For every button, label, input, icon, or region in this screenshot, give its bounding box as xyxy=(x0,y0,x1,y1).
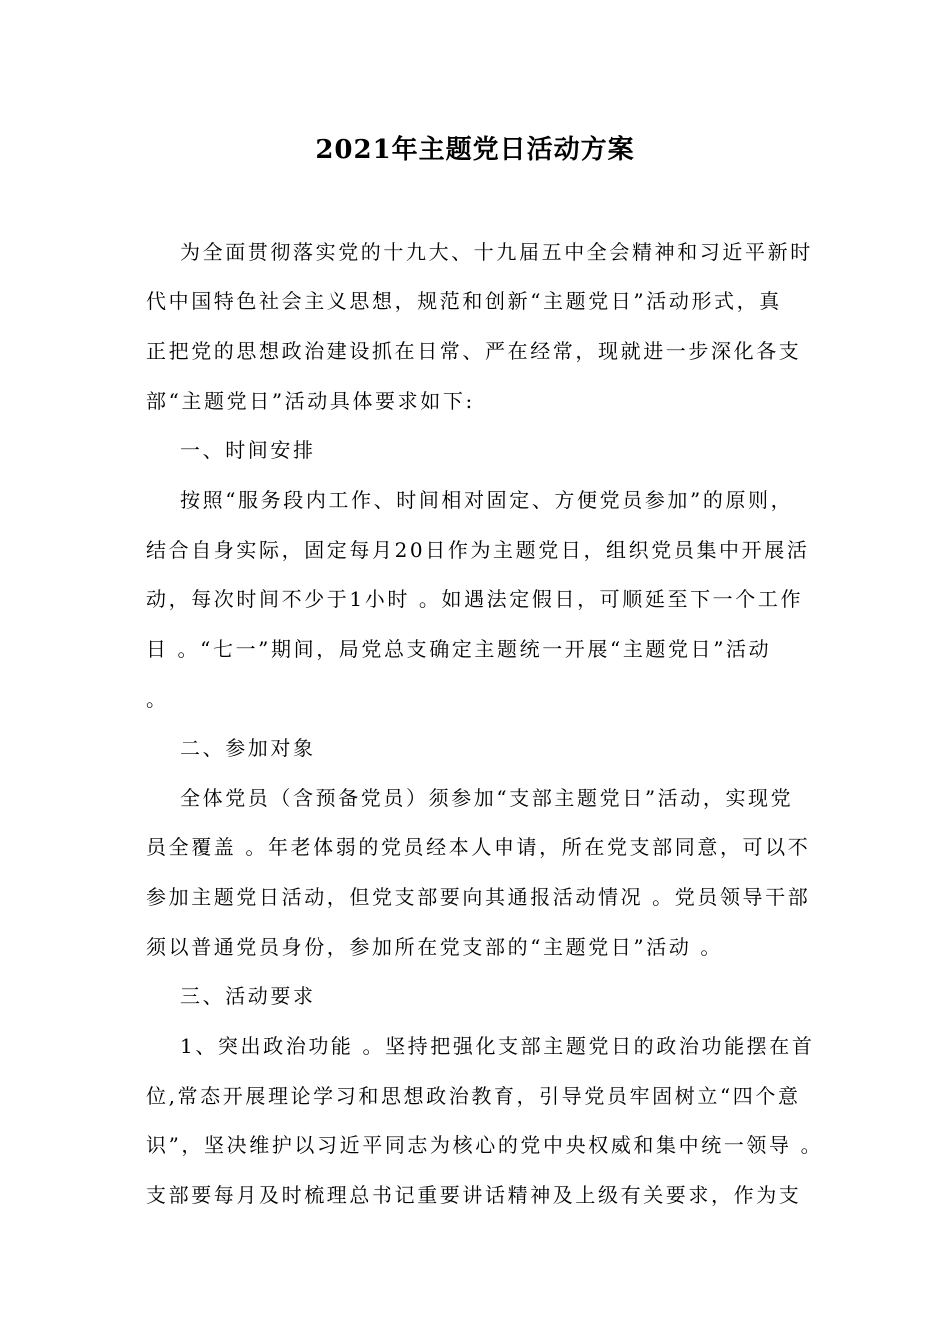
paragraph-participants-line-4: 须以普通党员身份，参加所在党支部的“主题党日”活动 。 xyxy=(146,935,724,959)
paragraph-time-line-2: 结合自身实际，固定每月20日作为主题党日，组织党员集中开展活 xyxy=(146,538,810,562)
paragraph-participants-line-3: 参加主题党日活动，但党支部要向其通报活动情况 。党员领导干部 xyxy=(146,885,811,909)
paragraph-intro-line-2: 代中国特色社会主义思想，规范和创新“主题党日”活动形式，真 xyxy=(146,289,782,313)
paragraph-requirements-line-4: 支部要每月及时梳理总书记重要讲话精神及上级有关要求，作为支 xyxy=(146,1183,802,1207)
document-title: 2021年主题党日活动方案 xyxy=(315,135,635,165)
paragraph-intro-line-3: 正把党的思想政治建设抓在日常、严在经常，现就进一步深化各支 xyxy=(146,339,802,363)
paragraph-intro-line-4: 部“主题党日”活动具体要求如下: xyxy=(146,389,475,413)
section-heading-time: 一、时间安排 xyxy=(180,438,316,462)
paragraph-requirements-line-1: 1、突出政治功能 。坚持把强化支部主题党日的政治功能摆在首 xyxy=(180,1034,815,1058)
section-heading-participants: 二、参加对象 xyxy=(180,736,316,760)
paragraph-participants-line-1: 全体党员（含预备党员）须参加“支部主题党日”活动，实现党 xyxy=(180,786,794,810)
section-heading-requirements: 三、活动要求 xyxy=(180,984,316,1008)
paragraph-participants-line-2: 员全覆盖 。年老体弱的党员经本人申请，所在党支部同意，可以不 xyxy=(146,835,811,859)
paragraph-requirements-line-2: 位,常态开展理论学习和思想政治教育，引导党员牢固树立“四个意 xyxy=(146,1084,801,1108)
paragraph-time-line-3: 动，每次时间不少于1小时 。如遇法定假日，可顺延至下一个工作 xyxy=(146,587,804,611)
paragraph-time-line-5: 。 xyxy=(146,687,169,711)
paragraph-time-line-1: 按照“服务段内工作、时间相对固定、方便党员参加”的原则， xyxy=(180,488,794,512)
paragraph-requirements-line-3: 识”，坚决维护以习近平同志为核心的党中央权威和集中统一领导 。 xyxy=(146,1133,824,1157)
paragraph-time-line-4: 日 。“七一”期间，局党总支确定主题统一开展“主题党日”活动 xyxy=(146,637,772,661)
paragraph-intro-line-1: 为全面贯彻落实党的十九大、十九届五中全会精神和习近平新时 xyxy=(180,240,813,264)
